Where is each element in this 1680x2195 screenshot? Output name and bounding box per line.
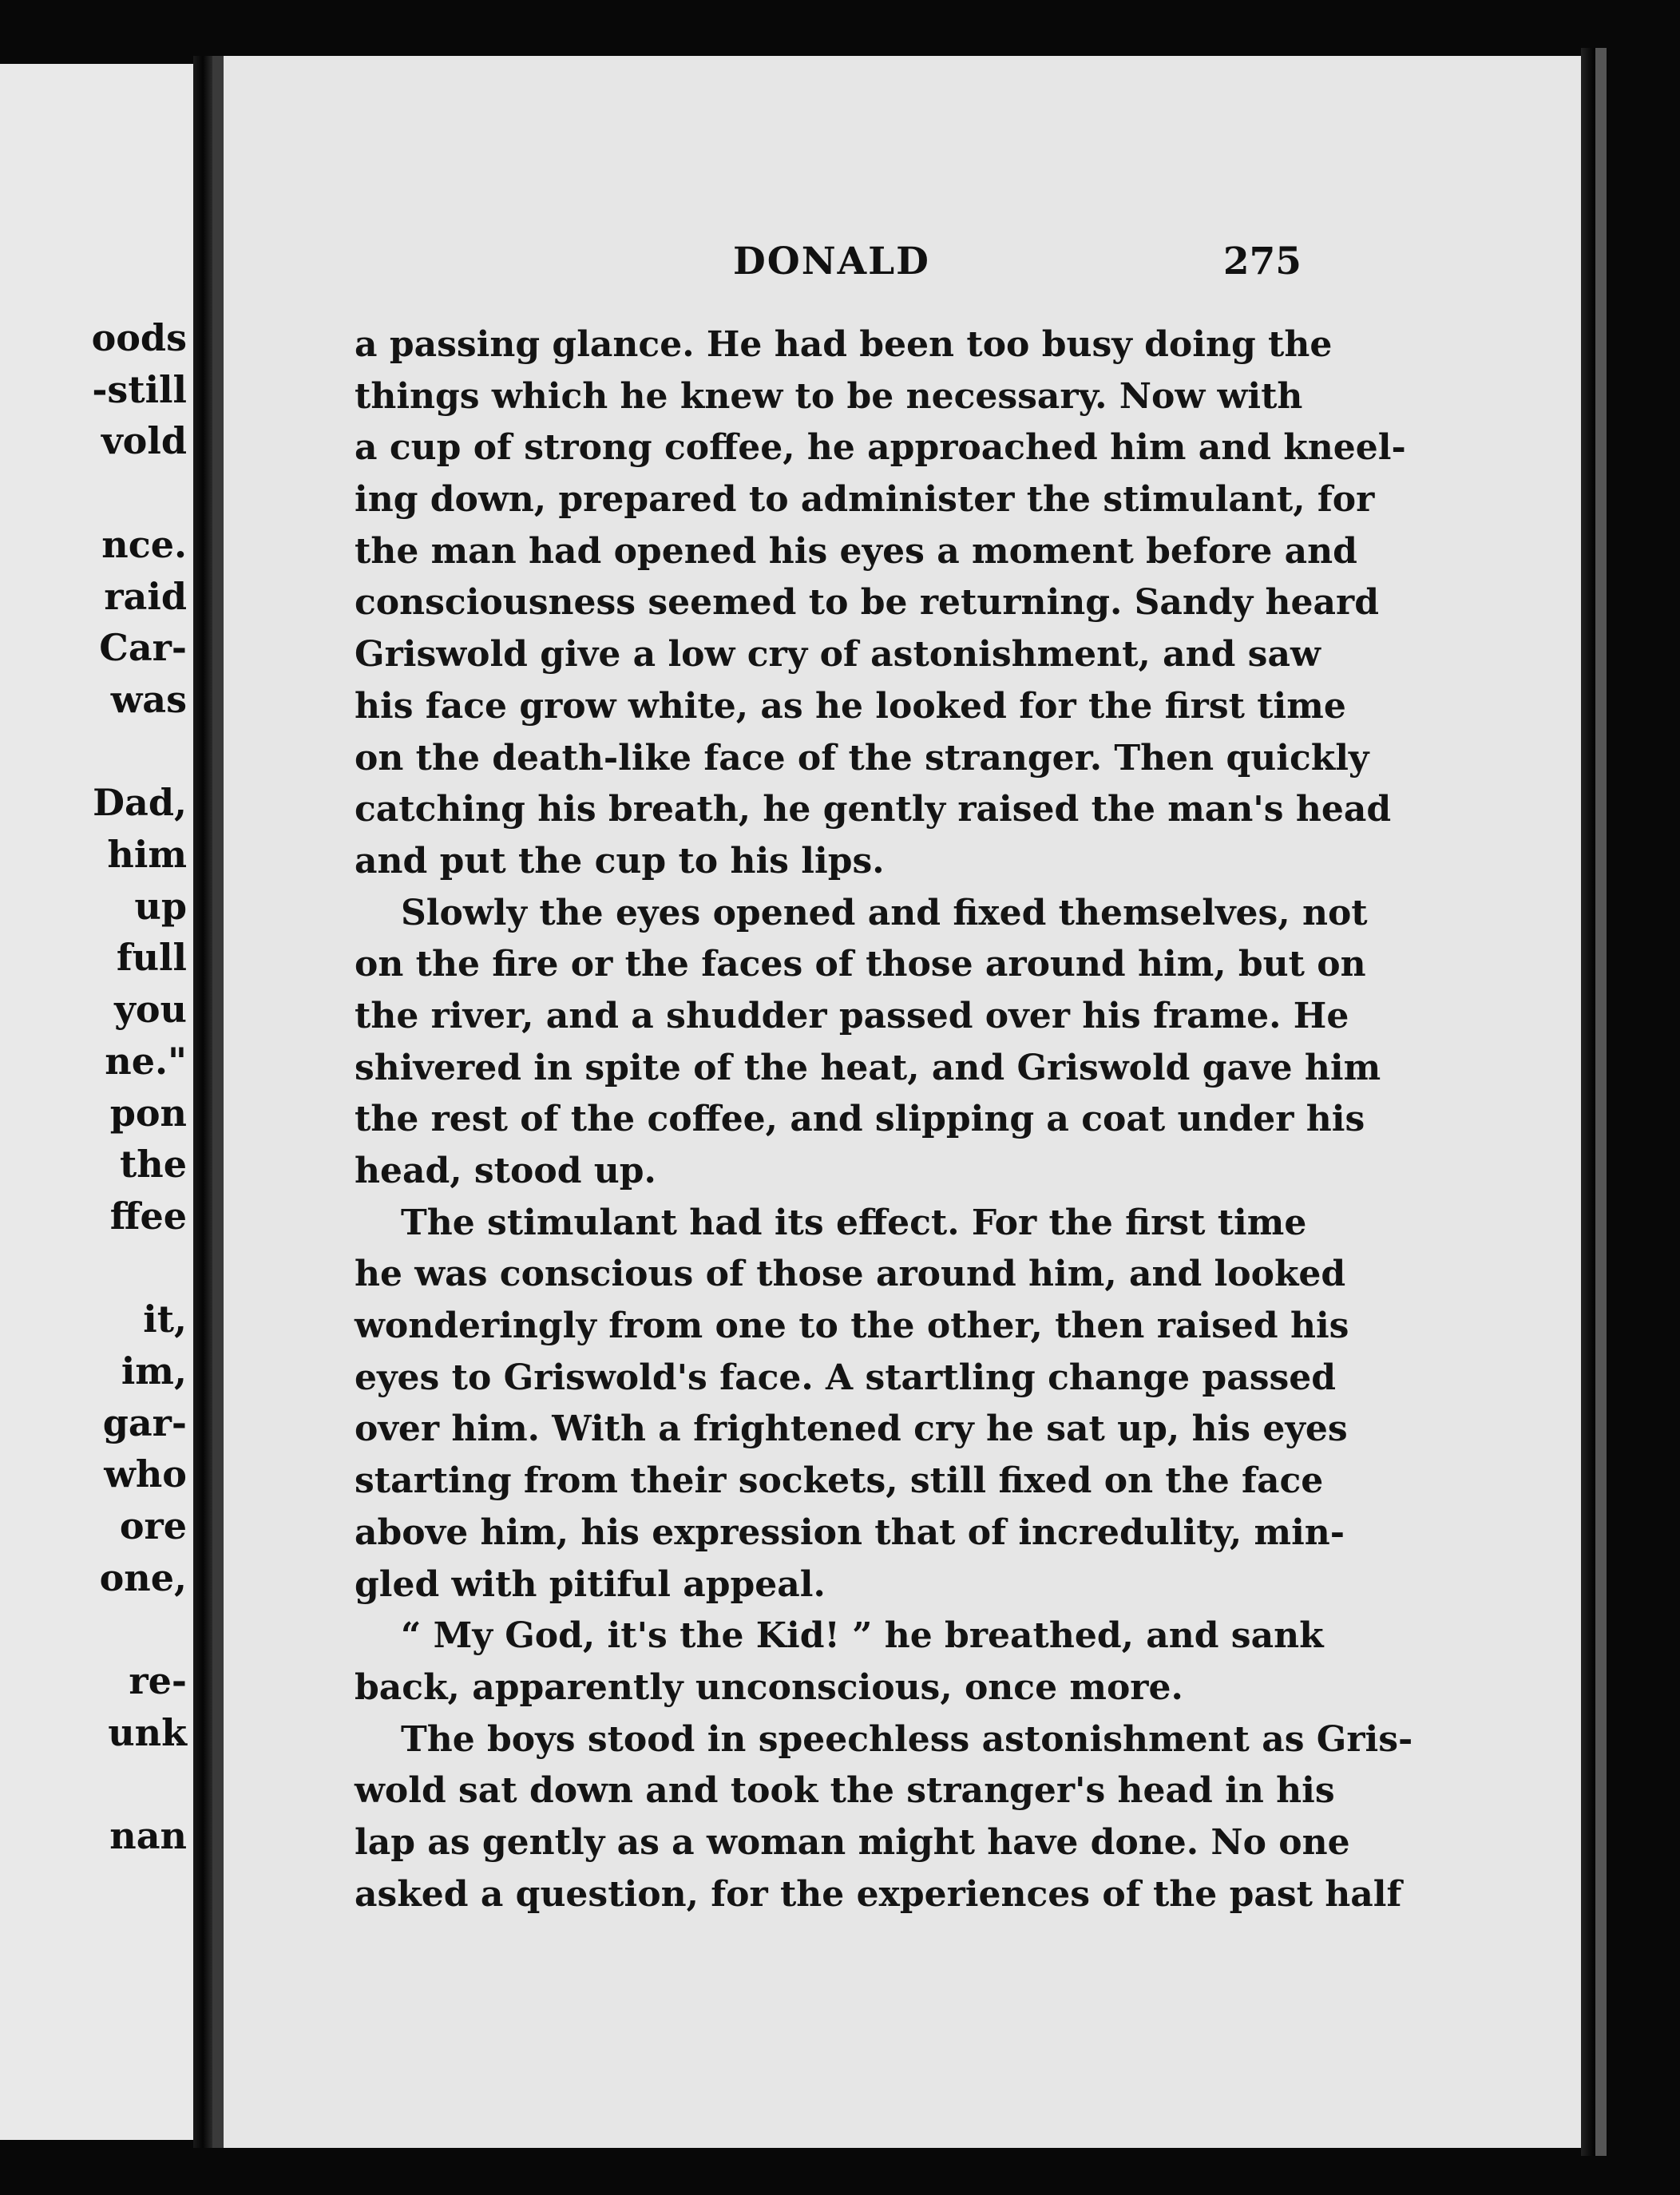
text-line: wold sat down and took the stranger's head in his: [355, 1770, 1335, 1812]
left-page-line-fragment: ore: [119, 1504, 187, 1548]
text-line: “ My God, it's the Kid! ” he breathed, and sank: [401, 1615, 1324, 1657]
text-line: ing down, prepared to administer the stimulant, for: [355, 479, 1375, 521]
book-gutter-inner: [212, 56, 224, 2148]
text-line: he was conscious of those around him, and looked: [355, 1254, 1346, 1295]
book-gutter: [193, 56, 212, 2148]
text-line: head, stood up.: [355, 1151, 656, 1191]
left-page-line-fragment: ffee: [109, 1194, 187, 1238]
page-edge-outer: [1595, 48, 1607, 2156]
left-page-line-fragment: was: [110, 677, 187, 721]
left-page-line-fragment: vold: [101, 419, 187, 463]
left-page-line-fragment: full: [116, 936, 187, 980]
text-line: a passing glance. He had been too busy doing the: [355, 324, 1333, 365]
text-line: and put the cup to his lips.: [355, 840, 885, 882]
left-page-line-fragment: unk: [108, 1710, 187, 1754]
left-page-line-fragment: im,: [121, 1349, 187, 1393]
left-page-line-fragment: one,: [99, 1555, 187, 1599]
left-page-line-fragment: up: [134, 884, 187, 928]
left-page-line-fragment: Dad,: [93, 781, 187, 825]
text-line: Slowly the eyes opened and fixed themselves, not: [401, 892, 1368, 933]
left-page-line-fragment: it,: [143, 1298, 187, 1341]
running-title: DONALD: [733, 240, 930, 283]
text-line: starting from their sockets, still fixed on the face: [355, 1460, 1324, 1502]
text-line: a cup of strong coffee, he approached him and kneel-: [355, 427, 1406, 469]
left-page-line-fragment: raid: [104, 574, 187, 618]
left-page-line-fragment: ne.": [105, 1039, 187, 1083]
text-line: above him, his expression that of incredulity, min-: [355, 1512, 1345, 1553]
text-line: his face grow white, as he looked for the first time: [355, 685, 1346, 727]
text-line: shivered in spite of the heat, and Griswold gave him: [355, 1047, 1381, 1088]
left-page-line-fragment: who: [104, 1452, 187, 1496]
text-line: things which he knew to be necessary. Now with: [355, 375, 1303, 417]
left-page-line-fragment: gar-: [102, 1401, 187, 1444]
left-page-line-fragment: re-: [129, 1659, 187, 1703]
text-line: the rest of the coffee, and slipping a coat under his: [355, 1099, 1365, 1140]
left-page-line-fragment: Car-: [99, 626, 187, 670]
left-page-line-fragment: nan: [109, 1814, 187, 1858]
left-page-line-fragment: him: [107, 833, 187, 876]
text-line: over him. With a frightened cry he sat up, his eyes: [355, 1409, 1348, 1450]
text-line: catching his breath, he gently raised the man's head: [355, 789, 1392, 830]
text-line: the river, and a shudder passed over his frame. He: [355, 995, 1349, 1036]
text-line: the man had opened his eyes a moment before and: [355, 530, 1357, 572]
page-edge: [1581, 48, 1595, 2156]
text-line: consciousness seemed to be returning. Sandy heard: [355, 582, 1379, 624]
text-line: The boys stood in speechless astonishment as Gris-: [401, 1718, 1413, 1760]
left-page-line-fragment: the: [120, 1143, 187, 1187]
body-text: [355, 319, 1413, 1920]
page-header: [719, 240, 1302, 287]
text-line: on the death-like face of the stranger. Then quickly: [355, 737, 1369, 779]
text-line: lap as gently as a woman might have done. No one: [355, 1821, 1350, 1863]
text-line: asked a question, for the experiences of the past half: [355, 1873, 1402, 1915]
page-number: 275: [1222, 240, 1302, 283]
left-page-line-fragment: you: [114, 988, 187, 1032]
text-line: Griswold give a low cry of astonishment, and saw: [355, 634, 1321, 676]
left-page-line-fragment: -still: [92, 367, 187, 411]
left-page-line-fragment: nce.: [101, 522, 187, 566]
text-line: gled with pitiful appeal.: [355, 1563, 826, 1605]
text-line: The stimulant had its effect. For the first time: [401, 1202, 1307, 1243]
left-page-fragment: [0, 64, 193, 2140]
text-line: on the fire or the faces of those around him, but on: [355, 944, 1366, 985]
left-page-line-fragment: pon: [109, 1091, 187, 1135]
left-page-line-fragment: oods: [91, 316, 187, 359]
text-line: wonderingly from one to the other, then raised his: [355, 1306, 1349, 1347]
text-line: eyes to Griswold's face. A startling change passed: [355, 1357, 1337, 1398]
text-line: back, apparently unconscious, once more.: [355, 1666, 1183, 1708]
